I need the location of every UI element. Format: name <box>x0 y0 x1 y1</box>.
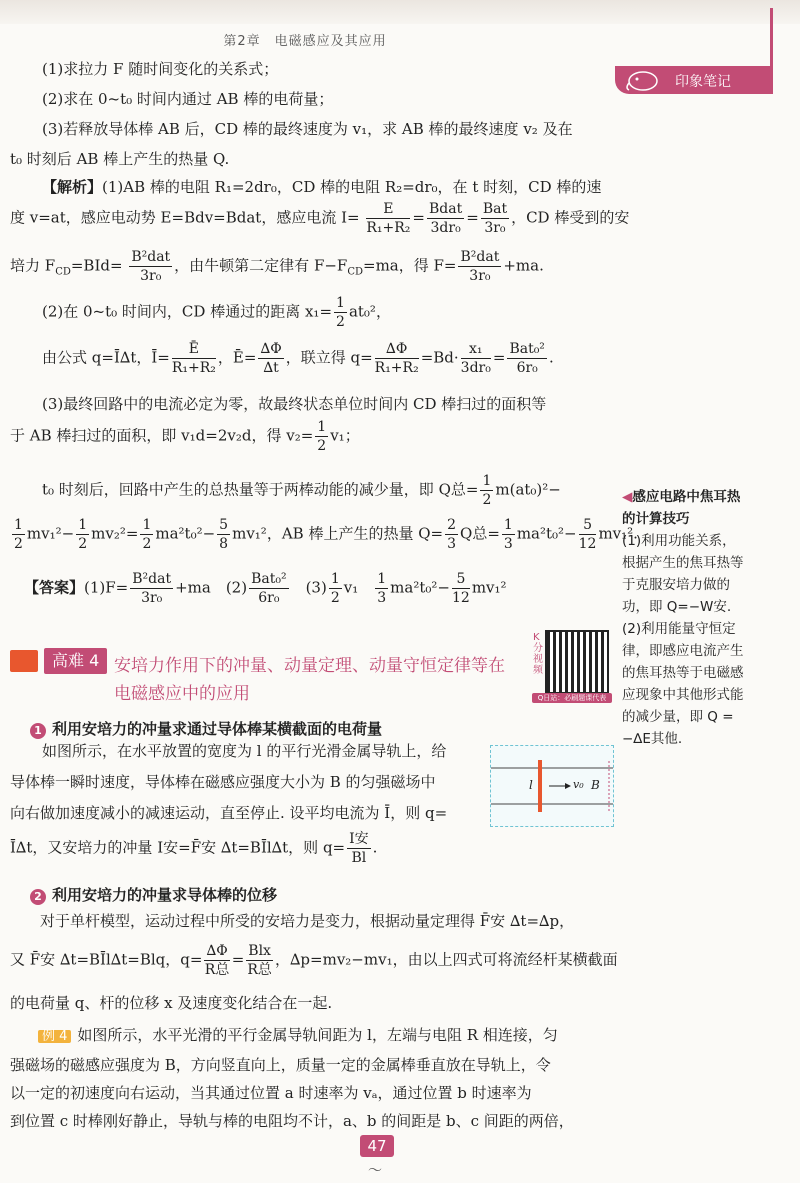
fraction: $\frac{\Delta\Phi}{\text{R总}}$ <box>204 943 230 978</box>
example-line-4: 到位置 c 时棒刚好静止，导轨与棒的电阻均不计，a、b 的间距是 b、c 间距的两倍， <box>10 1112 574 1130</box>
text: ，Ē= <box>217 348 257 367</box>
question-2: (2)求在 0~t₀ 时间内通过 AB 棒的电荷量； <box>42 90 334 108</box>
side-note-line: 功，即 Q=−W安. <box>622 599 732 615</box>
margin-rule <box>770 8 773 70</box>
text: ，AB 棒上产生的热量 Q= <box>266 524 444 543</box>
text: +ma. <box>503 256 544 275</box>
answer-line: 【答案】(1)F= $\frac{\text{B²dat}}{\text{3r₀}}$ +ma (2) $\frac{\text{Bat₀²}}{\text{6r₀}}$ (3) $\frac{1}{2}$ v₁ $\frac{1}{3}$ ma²t₀²− $\frac{5}{12}$ mv₁² <box>24 571 507 606</box>
text: ，联立得 q= <box>285 348 373 367</box>
text: 如图所示，水平光滑的平行金属导轨间距为 l，左端与电阻 R 相连接，匀 <box>77 1026 558 1044</box>
question-3: (3)若释放导体棒 AB 后，CD 棒的最终速度为 v₁，求 AB 棒的最终速度 v₂ 及在 <box>42 120 573 138</box>
text: t₀ 时刻后，回路中产生的总热量等于两棒动能的减少量，即 Q总= <box>42 480 479 499</box>
book-icon <box>10 650 38 672</box>
fraction: $\frac{5}{12}$ <box>451 571 470 606</box>
page-number: 47 <box>360 1135 394 1157</box>
fraction: $\frac{1}{2}$ <box>330 571 340 606</box>
solution-line-4 <box>42 296 391 329</box>
part2-heading <box>30 884 277 905</box>
side-note-line: 律，即感应电流产生 <box>622 643 744 659</box>
qr-code-icon[interactable] <box>545 630 609 694</box>
rail-diagram <box>490 745 614 827</box>
elephant-icon <box>623 68 663 92</box>
label-B: B <box>591 778 600 792</box>
text: at₀²， <box>348 302 391 321</box>
part1-line-3: 向右做加速度减小的减速运动，直至停止. 设平均电流为 Ī，则 q= <box>10 804 448 822</box>
text: 于 AB 棒扫过的面积，即 v₁d=2v₂d，得 v₂= <box>10 426 314 445</box>
side-note-line: 的焦耳热等于电磁感 <box>622 665 744 681</box>
text: ，由牛顿第二定律有 F−F <box>174 256 348 275</box>
fraction: $\frac{1}{2}$ <box>336 295 345 330</box>
fraction: $\frac{\text{B²dat}}{\text{3r₀}}$ <box>132 571 172 606</box>
part1-line-1: 如图所示，在水平放置的宽度为 l 的平行光滑金属导轨上，给 <box>42 742 447 760</box>
answer-tag: 【答案】 <box>24 578 85 597</box>
fraction: $\frac{\text{I安}}{Bl}$ <box>349 831 369 866</box>
text: +ma (2) <box>175 578 248 597</box>
side-note-line: 根据产生的焦耳热等 <box>622 555 744 571</box>
solution-line-6: (3)最终回路中的电流必定为零，故最终状态单位时间内 CD 棒扫过的面积等 <box>42 395 547 413</box>
side-note-line: (2)利用能量守恒定 <box>622 621 736 637</box>
fraction: $\frac{\text{B²dat}}{\text{3r₀}}$ <box>131 249 171 284</box>
fraction: $\frac{5}{8}$ <box>219 517 229 552</box>
example-line-2: 强磁场的磁感应强度为 B，方向竖直向上，质量一定的金属棒垂直放在导轨上，令 <box>10 1056 551 1074</box>
text: = <box>231 950 245 969</box>
solution-line-7 <box>10 420 360 453</box>
text: =BId= <box>70 256 123 275</box>
part1-heading <box>30 718 382 739</box>
fraction: $\frac{1}{3}$ <box>377 571 387 606</box>
side-note-head <box>622 486 782 508</box>
section-title-line-2: 电磁感应中的应用 <box>114 684 250 704</box>
fraction: $\frac{\text{B²dat}}{\text{3r₀}}$ <box>460 249 500 284</box>
side-note-title-2: 的计算技巧 <box>622 511 690 527</box>
solution-line-2: 度 v=at，感应电动势 E=Bdv=Bdat，感应电流 I= $\frac{E}{\text{R₁+R₂}}$ = $\frac{\text{Bdat}}{\text{3dr₀}}$ = $\frac{\text{Bat}}{\text{3r₀}}$ ，CD 棒受到的安 <box>10 201 630 236</box>
fraction: $\frac{\Delta\Phi}{\text{R₁+R₂}}$ <box>374 341 419 376</box>
solution-text-1: (1)AB 棒的电阻 R₁=2dr₀，CD 棒的电阻 R₂=dr₀，在 t 时刻，CD 棒的速 <box>102 178 602 196</box>
triangle-left-icon: ◀ <box>622 489 633 505</box>
fraction: $\frac{2}{3}$ <box>447 517 457 552</box>
solution-line-5: 由公式 q=Ī∆t，Ī= $\frac{Ē}{\text{R₁+R₂}}$ ，Ē= $\frac{\Delta\Phi}{\Delta t}$ ，联立得 q= $\frac{\Delta\Phi}{\text{R₁+R₂}}$ =Bd· $\frac{\text{x₁}}{\text{3dr₀}}$ = $\frac{\text{Bat₀²}}{\text{6r₀}}$ . <box>42 341 554 376</box>
section-title-line-1: 安培力作用下的冲量、动量定理、动量守恒定律等在 <box>114 656 505 676</box>
solution-line-1 <box>42 180 601 195</box>
text: 由公式 q=Ī∆t，Ī= <box>42 348 170 367</box>
fraction: $\frac{E}{\text{R₁+R₂}}$ <box>366 201 411 236</box>
fraction: $\frac{1}{2}$ <box>142 517 152 552</box>
side-note-line: 应现象中其他形式能 <box>622 687 744 703</box>
part2-title: 利用安培力的冲量求导体棒的位移 <box>52 886 278 904</box>
side-note-line: 于克服安培力做的 <box>622 577 730 593</box>
solution-line-9: $\frac{1}{2}$ mv₁²− $\frac{1}{2}$ mv₂²= $\frac{1}{2}$ ma²t₀²− $\frac{5}{8}$ mv₁²，AB 棒上产生的热量 Q= $\frac{2}{3}$ Q总= $\frac{1}{3}$ ma²t₀²− $\frac{5}{12}$ mv₁². <box>14 517 638 552</box>
number-badge: 2 <box>30 889 46 905</box>
rod <box>538 760 542 812</box>
fraction: $\frac{\text{Bat₀²}}{\text{6r₀}}$ <box>251 571 287 606</box>
question-3-cont: t₀ 时刻后 AB 棒上产生的热量 Q. <box>10 150 230 168</box>
solution-tag: 【解析】 <box>42 178 103 196</box>
fraction: $\frac{1}{3}$ <box>503 517 513 552</box>
side-note-line: 的减少量，即 Q = <box>622 709 734 725</box>
text: (1)F= <box>84 578 129 597</box>
text: v₁； <box>330 426 360 445</box>
example-line-3: 以一定的初速度向右运动，当其通过位置 a 时速率为 vₐ，通过位置 b 时速率为 <box>10 1084 532 1102</box>
fraction: $\frac{1}{2}$ <box>14 517 23 552</box>
text: =ma，得 F= <box>363 256 457 275</box>
text: (3) <box>290 578 327 597</box>
side-note-line: (1)利用功能关系， <box>622 533 736 549</box>
part1-title: 利用安培力的冲量求通过导体棒某横截面的电荷量 <box>52 720 383 738</box>
text: m(at₀)²− <box>495 480 561 499</box>
text: ，∆p=mv₂−mv₁，由以上四式可将流经杆某横截面 <box>274 950 618 969</box>
fraction: $\frac{\text{Bat}}{\text{3r₀}}$ <box>482 201 508 236</box>
fraction: $\frac{\text{Bat₀²}}{\text{6r₀}}$ <box>509 341 545 376</box>
fraction: $\frac{\text{Blx}}{\text{R总}}$ <box>247 943 272 978</box>
page-top-edge <box>0 0 800 24</box>
running-header: 第2章 电磁感应及其应用 <box>223 34 387 49</box>
text: (2)在 0~t₀ 时间内，CD 棒通过的距离 x₁= <box>42 302 333 321</box>
video-tag: K分视频 <box>533 632 543 676</box>
solution-line-3: 培力 $F_{CD}=BId=$ $\frac{\text{B²dat}}{\text{3r₀}}$ ，由牛顿第二定律有 $F-F_{CD}=ma$，得 F= $\frac{\text{B²dat}}{\text{3r₀}}$ +ma. <box>10 249 544 284</box>
fraction: $\frac{\text{Bdat}}{\text{3dr₀}}$ <box>429 201 463 236</box>
text: = <box>492 348 506 367</box>
qr-caption: Q日站：必刷题课代表 <box>532 693 612 703</box>
number-badge: 1 <box>30 723 46 739</box>
text: Q总= <box>460 524 500 543</box>
text: ，CD 棒受到的安 <box>511 208 630 227</box>
part2-line-1: 对于单杆模型，运动过程中所受的安培力是变力，根据动量定理得 F̄安 ∆t=∆p， <box>40 912 575 930</box>
side-note-line: −∆E其他. <box>622 731 683 747</box>
bird-icon: 〜 <box>368 1163 382 1179</box>
example-tag: 例 4 <box>38 1030 71 1043</box>
part2-line-2 <box>10 944 618 977</box>
part1-line-2: 导体棒一瞬时速度，导体棒在磁感应强度大小为 B 的匀强磁场中 <box>10 773 436 791</box>
fraction: $\frac{5}{12}$ <box>578 517 597 552</box>
section-label: 高难 4 <box>44 648 107 674</box>
fraction: $\frac{\text{x₁}}{\text{3dr₀}}$ <box>460 341 491 376</box>
label-l: l <box>529 778 533 792</box>
section-header <box>10 645 600 705</box>
part2-line-3: 的电荷量 q、杆的位移 x 及速度变化结合在一起. <box>10 994 333 1012</box>
fraction: $\frac{\Delta\Phi}{\Delta t}$ <box>260 341 282 376</box>
text: 度 v=at，感应电动势 E=Bdv=Bdat，感应电流 I= <box>10 208 360 227</box>
example-line-1 <box>38 1028 558 1043</box>
notes-title: 印象笔记 <box>675 74 731 90</box>
fraction: $\frac{1}{2}$ <box>317 419 327 454</box>
text: =Bd· <box>420 348 459 367</box>
text: Ī∆t，又安培力的冲量 I安=F̄安 ∆t=BĪl∆t，则 q= <box>10 838 346 857</box>
question-1: (1)求拉力 F 随时间变化的关系式； <box>42 60 279 78</box>
fraction: $\frac{Ē}{\text{R₁+R₂}}$ <box>171 341 216 376</box>
text: 又 F̄安 ∆t=BĪl∆t=Blq，q= <box>10 950 203 969</box>
text: v₁ <box>343 578 374 597</box>
part1-line-4: Ī∆t，又安培力的冲量 I安=F̄安 ∆t=BĪl∆t，则 q= $\frac{\text{I安}}{Bl}$ . <box>10 831 378 866</box>
notes-header <box>615 66 773 94</box>
side-note <box>622 486 782 750</box>
solution-line-8 <box>42 474 561 507</box>
fraction: $\frac{1}{2}$ <box>482 473 492 508</box>
side-note-title-1: 感应电路中焦耳热 <box>632 489 741 505</box>
fraction: $\frac{1}{2}$ <box>78 517 88 552</box>
label-v0: v₀ <box>573 778 584 791</box>
text: 培力 F <box>10 256 56 275</box>
